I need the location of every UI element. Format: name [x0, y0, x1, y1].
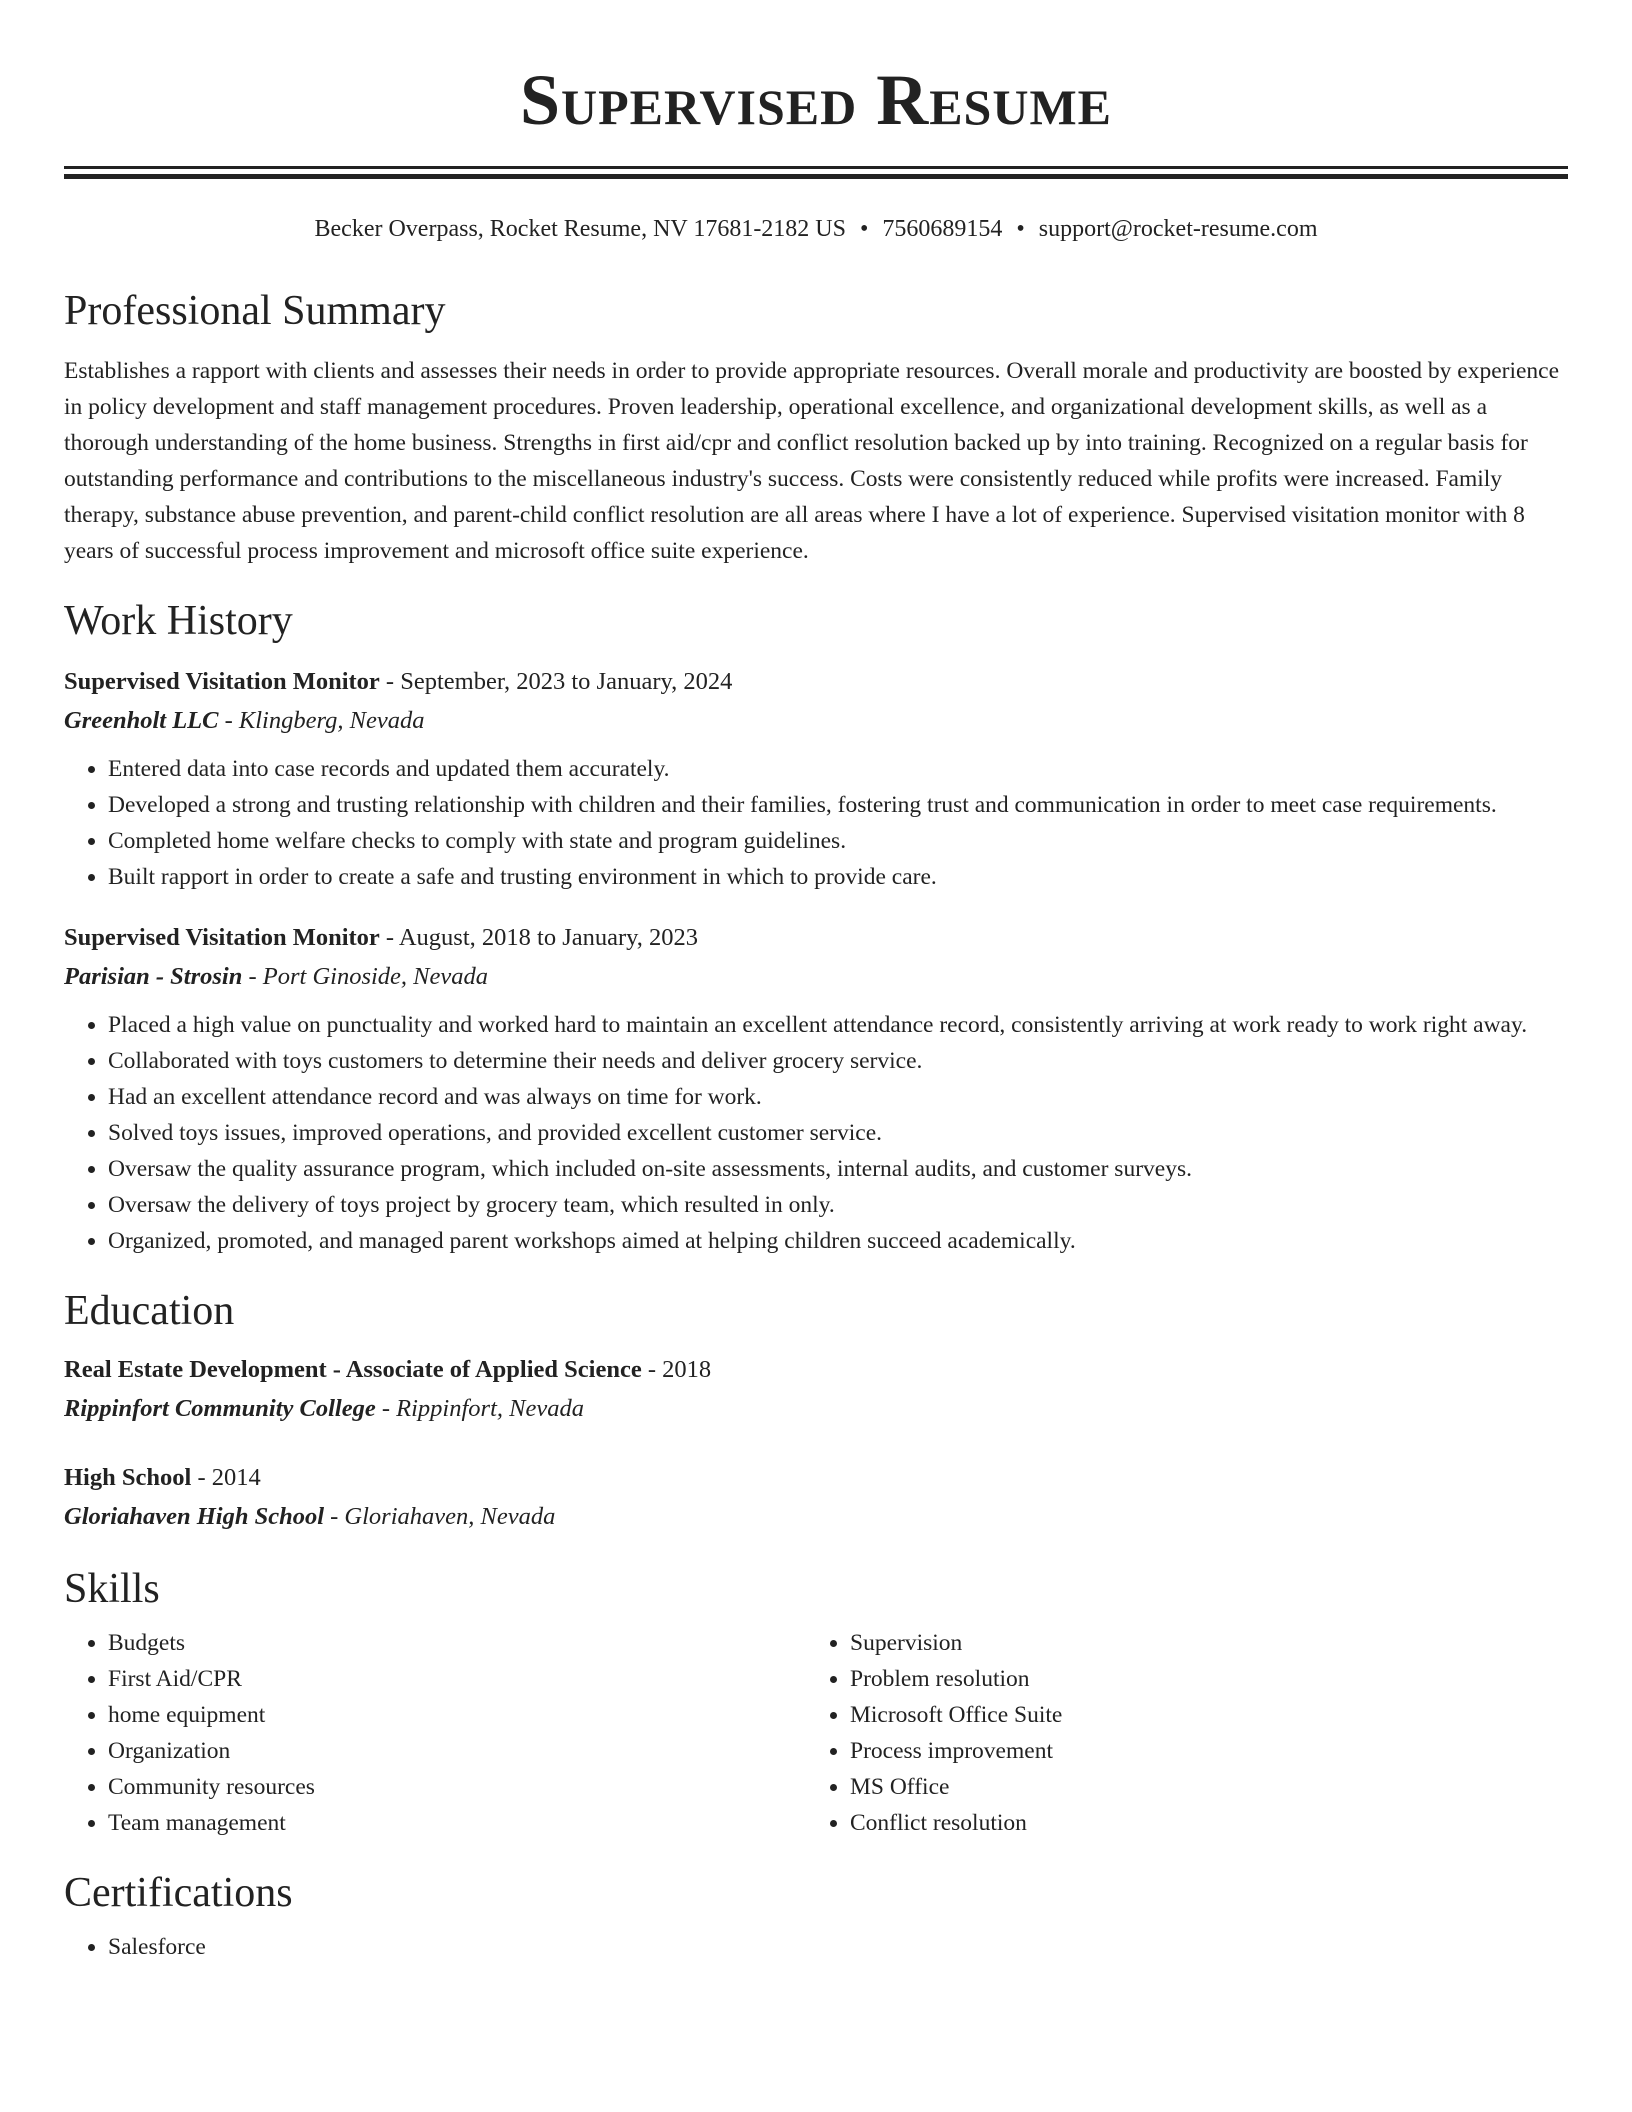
summary-section: [64, 285, 1568, 569]
job-company: Parisian - Strosin: [64, 963, 243, 990]
job-duty-item: • Placed a high value on punctuality and worked hard to maintain an excellent attendance record, consistently arriving at work ready to work right away.: [108, 1007, 1568, 1043]
degree-name: High School: [64, 1464, 192, 1491]
skill-item: • home equipment: [108, 1697, 806, 1733]
summary-heading: Professional Summary: [64, 288, 446, 334]
contact-address: Becker Overpass, Rocket Resume, NV 17681-2182 US: [314, 216, 846, 242]
skill-item: • Conflict resolution: [850, 1805, 1548, 1841]
graduation-year: - 2018: [641, 1356, 712, 1383]
job-duty-item: • Organized, promoted, and managed parent workshops aimed at helping children succeed academically.: [108, 1223, 1568, 1259]
job-dates: - September, 2023 to January, 2024: [379, 668, 733, 695]
summary-text: Establishes a rapport with clients and assesses their needs in order to provide appropriate resources. Overall morale and productivity are boosted by experience in policy development and staff management procedures. Proven leadership, operational excellence, and organizational development skills, as well as a thorough understanding of the home business. Strengths in first aid/cpr and conflict resolution backed up by into training. Recognized on a regular basis for outstanding performance and contributions to the miscellaneous industry's success. Costs were consistently reduced while profits were increased. Family therapy, substance abuse prevention, and parent-child conflict resolution are all areas where I have a lot of experience. Supervised visitation monitor with 8 years of successful process improvement and microsoft office suite experience.: [64, 358, 1560, 564]
job-duty-item: • Oversaw the quality assurance program, which included on-site assessments, internal audits, and customer surveys.: [108, 1151, 1568, 1187]
certifications-list: [64, 1929, 1568, 1965]
contact-line: [64, 213, 1568, 245]
skill-item: • MS Office: [850, 1769, 1548, 1805]
school-location: - Rippinfort, Nevada: [375, 1395, 584, 1422]
job-company: Greenholt LLC: [64, 707, 219, 734]
school-location: - Gloriahaven, Nevada: [324, 1503, 556, 1530]
skill-item: • Problem resolution: [850, 1661, 1548, 1697]
job-duty-item: • Solved toys issues, improved operations, and provided excellent customer service.: [108, 1115, 1568, 1151]
job-title: Supervised Visitation Monitor: [64, 668, 380, 695]
education-heading: Education: [64, 1288, 235, 1334]
skill-item: • First Aid/CPR: [108, 1661, 806, 1697]
work-history-heading: Work History: [64, 598, 293, 644]
job-company-line: [64, 957, 1568, 997]
job-entry: [64, 663, 1568, 895]
school-line: [64, 1389, 1568, 1429]
job-duty-item: • Built rapport in order to create a safe and trusting environment in which to provide care.: [108, 859, 1568, 895]
skill-item: • Team management: [108, 1805, 806, 1841]
skills-list-left: [64, 1625, 806, 1841]
degree-line: [64, 1351, 1568, 1389]
resume-title: Supervised Resume: [519, 60, 1113, 140]
contact-email: support@rocket-resume.com: [1038, 216, 1318, 242]
education-section: [64, 1285, 1568, 1537]
certifications-section: [64, 1867, 1568, 1965]
job-title: Supervised Visitation Monitor: [64, 924, 380, 951]
school-line: [64, 1497, 1568, 1537]
school-name: Rippinfort Community College: [64, 1395, 376, 1422]
skills-columns: [64, 1625, 1568, 1841]
skill-item: • Process improvement: [850, 1733, 1548, 1769]
work-history-section: [64, 595, 1568, 1259]
certifications-heading: Certifications: [64, 1870, 293, 1916]
job-duty-item: • Had an excellent attendance record and was always on time for work.: [108, 1079, 1568, 1115]
job-duty-item: • Entered data into case records and updated them accurately.: [108, 751, 1568, 787]
skill-item: • Community resources: [108, 1769, 806, 1805]
job-duties-list: [64, 1007, 1568, 1259]
job-title-line: [64, 663, 1568, 701]
job-dates: - August, 2018 to January, 2023: [379, 924, 699, 951]
contact-phone: 7560689154: [882, 216, 1003, 242]
contact-separator: •: [1016, 216, 1025, 242]
job-entry: [64, 919, 1568, 1259]
graduation-year: - 2014: [191, 1464, 261, 1491]
school-name: Gloriahaven High School: [64, 1503, 325, 1530]
job-location: - Port Ginoside, Nevada: [242, 963, 489, 990]
degree-line: [64, 1459, 1568, 1497]
job-location: - Klingberg, Nevada: [218, 707, 425, 734]
job-duty-item: • Developed a strong and trusting relationship with children and their families, fostering trust and communication in order to meet case requirements.: [108, 787, 1568, 823]
skills-section: [64, 1563, 1568, 1841]
skill-item: • Microsoft Office Suite: [850, 1697, 1548, 1733]
job-title-line: [64, 919, 1568, 957]
job-duty-item: • Collaborated with toys customers to determine their needs and deliver grocery service.: [108, 1043, 1568, 1079]
skill-item: • Organization: [108, 1733, 806, 1769]
job-duty-item: • Completed home welfare checks to comply with state and program guidelines.: [108, 823, 1568, 859]
certification-item: • Salesforce: [108, 1929, 1568, 1965]
skills-heading: Skills: [64, 1566, 160, 1612]
skill-item: • Supervision: [850, 1625, 1548, 1661]
job-company-line: [64, 701, 1568, 741]
contact-separator: •: [859, 216, 869, 242]
skills-list-right: [806, 1625, 1548, 1841]
degree-name: Real Estate Development - Associate of Applied Science: [64, 1356, 642, 1383]
skill-item: • Budgets: [108, 1625, 806, 1661]
job-duty-item: • Oversaw the delivery of toys project by grocery team, which resulted in only.: [108, 1187, 1568, 1223]
title-divider-bottom: [64, 174, 1568, 179]
education-entry: [64, 1351, 1568, 1429]
title-divider-top: [64, 166, 1568, 169]
education-entry: [64, 1459, 1568, 1537]
job-duties-list: [64, 751, 1568, 895]
